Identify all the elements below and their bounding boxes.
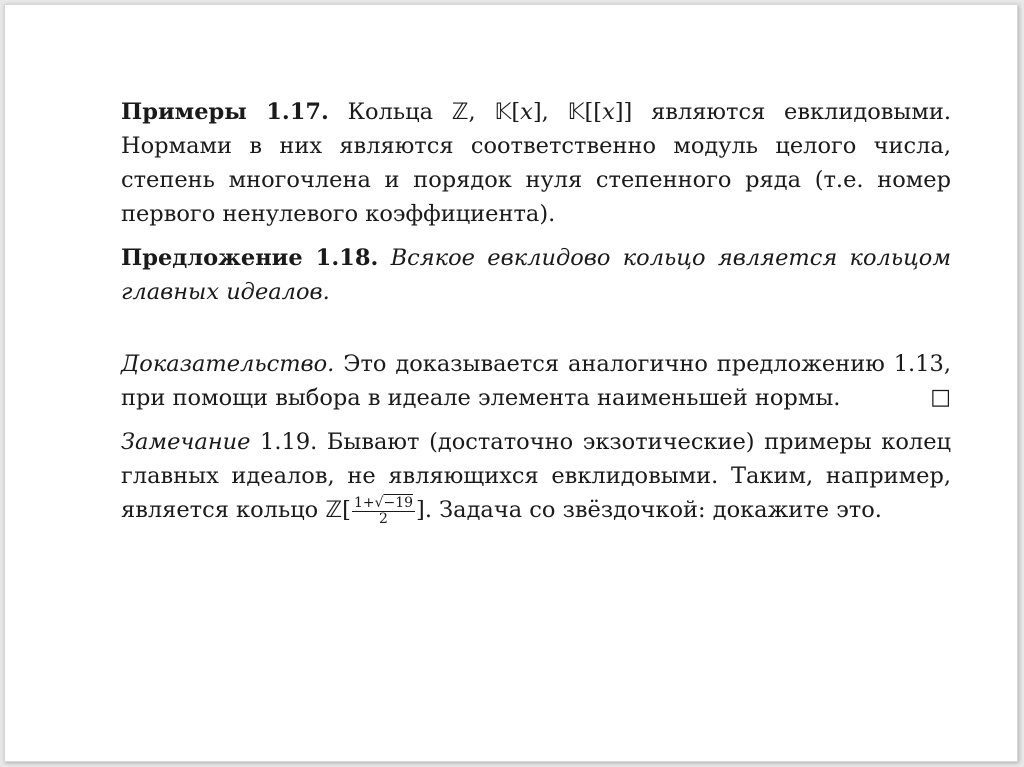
fraction-numerator (352, 496, 415, 512)
proposition-paragraph (121, 241, 951, 309)
examples-sep-1: , (468, 99, 495, 125)
examples-text-1: Кольца (328, 99, 452, 125)
proposition-text: Всякое евклидово кольцо является кольцом главных идеалов. (121, 245, 951, 305)
proposition-heading: Предложение 1.18. (121, 245, 379, 271)
qed-symbol: □ (930, 385, 951, 410)
proof-paragraph (121, 347, 951, 415)
numerator-part: 1+ (353, 494, 375, 511)
document-page (4, 4, 1018, 762)
sqrt-sign: √ (374, 494, 384, 511)
ring-k-symbol: 𝕂 (494, 99, 512, 125)
proof-label: Доказательство. (121, 351, 335, 377)
remark-text-2: . Задача со звёздочкой: докажите это. (424, 497, 882, 523)
remark-label: Замечание (121, 429, 251, 455)
document-content (121, 95, 951, 527)
examples-heading: Примеры 1.17. (121, 99, 329, 125)
ring-k-symbol-2: 𝕂 (567, 99, 585, 125)
var-x-2: x (602, 99, 615, 125)
series-close: ]] (614, 99, 633, 125)
remark-paragraph (121, 425, 951, 527)
remark-text-1: 1.19. Бывают (достаточно экзотические) примеры колец главных идеалов, не являющихся евклидовыми. Таким, например, является кольцо (121, 429, 951, 523)
ring-z-symbol: ℤ (451, 99, 469, 125)
examples-sep-2: , (541, 99, 568, 125)
proof-text: Это доказывается аналогично предложению 1.13, при помощи выбора в идеале элемента наименьшей нормы. (121, 351, 951, 411)
bracket-close: ] (416, 497, 425, 523)
bracket-open: [ (342, 497, 351, 523)
fraction-denominator: 2 (379, 510, 388, 527)
ring-z-symbol-remark: ℤ (325, 497, 343, 523)
examples-text-2: являются евклидовыми. Нормами в них являются соответственно модуль целого числа, степень многочлена и порядок нуля степенного ряда (т.е. номер первого ненулевого коэффициента). (121, 99, 951, 227)
poly-close: ] (532, 99, 542, 125)
poly-open: [ (511, 99, 521, 125)
var-x: x (520, 99, 533, 125)
fraction (352, 496, 415, 527)
sqrt-radicand: −19 (383, 494, 414, 511)
series-open: [[ (584, 99, 603, 125)
examples-paragraph (121, 95, 951, 231)
